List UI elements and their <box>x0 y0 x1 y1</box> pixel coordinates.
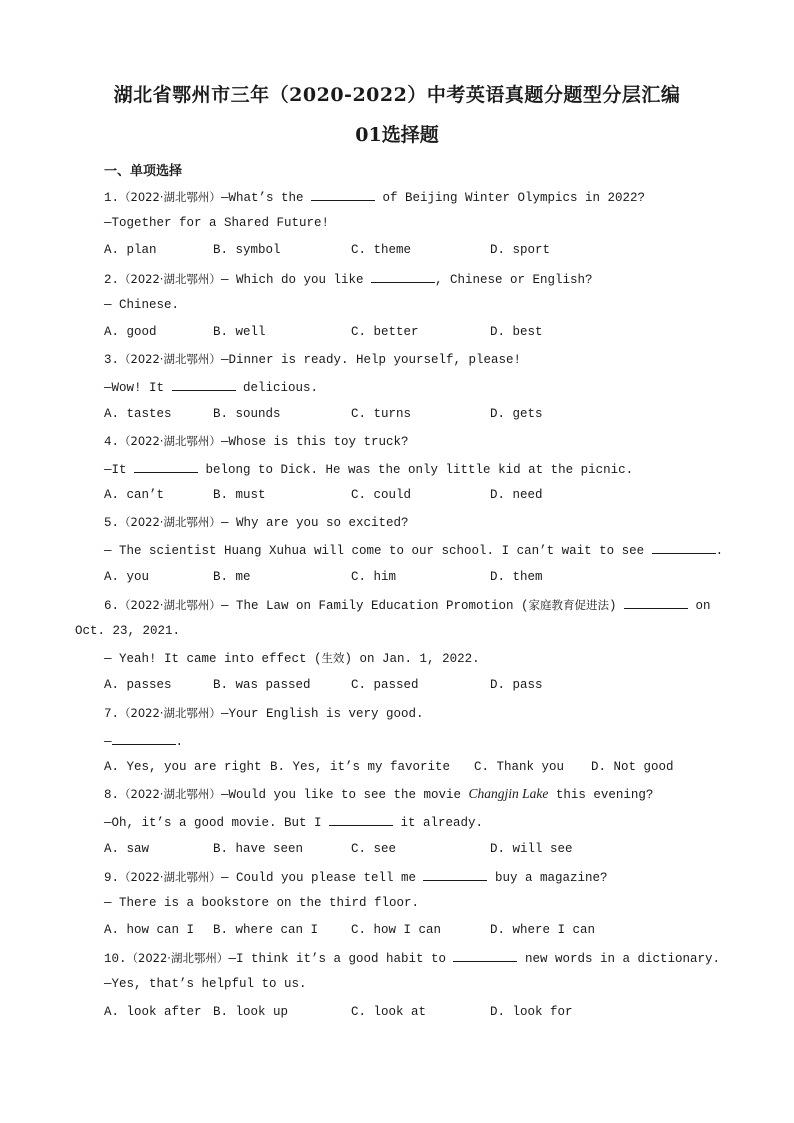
question-prompt: 1.（2022·湖北鄂州）—What’s the of Beijing Winter Olympics in 2022? <box>104 187 724 214</box>
question-prompt: 4.（2022·湖北鄂州）—Whose is this toy truck? <box>104 433 409 449</box>
option-d[interactable]: D. look for <box>490 1004 573 1019</box>
answer-blank <box>329 812 393 826</box>
option-c[interactable]: C. see <box>351 841 397 856</box>
question-3 <box>104 350 724 432</box>
question-10 <box>104 948 724 1030</box>
option-b[interactable]: B. was passed <box>213 678 311 693</box>
option-b[interactable]: B. me <box>213 569 251 584</box>
question-response: — The scientist Huang Xuhua will come to our school. I can’t wait to see . <box>104 540 724 567</box>
question-response: — Yeah! It came into effect (生效) on Jan. 1, 2022. <box>104 651 480 667</box>
answer-options <box>104 241 724 268</box>
question-response: —It belong to Dick. He was the only little kid at the picnic. <box>104 459 724 486</box>
question-prompt: 2.（2022·湖北鄂州）— Which do you like , Chinese or English? <box>104 269 724 296</box>
question-prompt: 6.（2022·湖北鄂州）— The Law on Family Education Promotion (家庭教育促进法) on <box>104 595 724 622</box>
answer-blank <box>624 595 688 609</box>
option-a[interactable]: A. look after <box>104 1004 202 1019</box>
option-a[interactable]: A. how can I <box>104 923 195 938</box>
question-response: —Wow! It delicious. <box>104 377 724 404</box>
option-a[interactable]: A. you <box>104 569 150 584</box>
option-a[interactable]: A. Yes, you are right <box>104 759 262 774</box>
question-prompt: 5.（2022·湖北鄂州）— Why are you so excited? <box>104 515 409 531</box>
option-c[interactable]: C. passed <box>351 678 419 693</box>
answer-options <box>104 921 724 948</box>
section-heading: 一、单项选择 <box>104 164 183 179</box>
question-response: —Oh, it’s a good movie. But I it already. <box>104 812 724 839</box>
option-b[interactable]: B. look up <box>213 1004 289 1019</box>
question-6 <box>75 595 724 704</box>
question-1 <box>104 187 724 269</box>
option-c[interactable]: C. look at <box>351 1004 427 1019</box>
answer-options <box>104 758 724 785</box>
option-a[interactable]: A. can’t <box>104 488 165 503</box>
question-response: — There is a bookstore on the third floor. <box>104 895 420 910</box>
option-a[interactable]: A. good <box>104 324 157 339</box>
answer-options <box>104 323 724 350</box>
answer-blank <box>423 867 487 881</box>
question-prompt-continued: Oct. 23, 2021. <box>75 624 181 638</box>
answer-blank <box>453 948 517 962</box>
question-response: —Together for a Shared Future! <box>104 216 330 231</box>
option-c[interactable]: C. could <box>351 488 412 503</box>
document-subtitle: 01选择题 <box>355 124 439 146</box>
option-b[interactable]: B. symbol <box>213 243 281 258</box>
answer-blank <box>112 731 176 745</box>
question-5 <box>104 513 724 595</box>
option-d[interactable]: D. where I can <box>490 923 596 938</box>
answer-options <box>104 405 724 432</box>
option-d[interactable]: D. Not good <box>591 759 674 774</box>
option-b[interactable]: B. sounds <box>213 406 281 421</box>
question-7 <box>104 704 724 786</box>
option-c[interactable]: C. turns <box>351 406 412 421</box>
answer-options <box>104 840 724 867</box>
option-c[interactable]: C. Thank you <box>474 759 565 774</box>
answer-blank <box>172 377 236 391</box>
question-4 <box>104 432 724 514</box>
option-d[interactable]: D. will see <box>490 841 573 856</box>
answer-blank <box>371 269 435 283</box>
answer-blank <box>311 187 375 201</box>
option-b[interactable]: B. where can I <box>213 923 319 938</box>
answer-blank <box>134 459 198 473</box>
option-a[interactable]: A. plan <box>104 243 157 258</box>
option-b[interactable]: B. Yes, it’s my favorite <box>270 759 451 774</box>
option-a[interactable]: A. tastes <box>104 406 172 421</box>
answer-options <box>104 486 724 513</box>
option-d[interactable]: D. gets <box>490 406 543 421</box>
answer-blank <box>652 540 716 554</box>
option-c[interactable]: C. how I can <box>351 923 442 938</box>
question-prompt: 3.（2022·湖北鄂州）—Dinner is ready. Help yourself, please! <box>104 352 521 368</box>
question-prompt: 10.（2022·湖北鄂州）—I think it’s a good habit to new words in a dictionary. <box>104 948 724 975</box>
option-b[interactable]: B. have seen <box>213 841 304 856</box>
option-d[interactable]: D. them <box>490 569 543 584</box>
option-d[interactable]: D. pass <box>490 678 543 693</box>
question-response: — Chinese. <box>104 297 180 312</box>
answer-options <box>104 1003 724 1030</box>
option-d[interactable]: D. sport <box>490 243 551 258</box>
option-a[interactable]: A. passes <box>104 678 172 693</box>
option-b[interactable]: B. well <box>213 324 266 339</box>
question-prompt: 7.（2022·湖北鄂州）—Your English is very good. <box>104 705 424 721</box>
option-b[interactable]: B. must <box>213 488 266 503</box>
answer-options <box>104 568 724 595</box>
question-response: —Yes, that’s helpful to us. <box>104 977 307 992</box>
option-c[interactable]: C. better <box>351 324 419 339</box>
option-c[interactable]: C. him <box>351 569 397 584</box>
movie-title: Changjin Lake <box>468 786 549 802</box>
question-prompt: 9.（2022·湖北鄂州）— Could you please tell me buy a magazine? <box>104 867 724 894</box>
question-response: — . <box>104 731 724 758</box>
question-list <box>75 187 724 1030</box>
option-d[interactable]: D. best <box>490 324 543 339</box>
option-a[interactable]: A. saw <box>104 841 150 856</box>
question-9 <box>104 867 724 949</box>
answer-options <box>104 676 724 703</box>
option-d[interactable]: D. need <box>490 488 543 503</box>
question-8 <box>104 785 724 867</box>
question-prompt: 8.（2022·湖北鄂州）—Would you like to see the movie Changjin Lake this evening? <box>104 786 654 803</box>
option-c[interactable]: C. theme <box>351 243 412 258</box>
question-2 <box>104 269 724 351</box>
document-title: 湖北省鄂州市三年（2020-2022）中考英语真题分题型分层汇编 <box>113 84 681 106</box>
